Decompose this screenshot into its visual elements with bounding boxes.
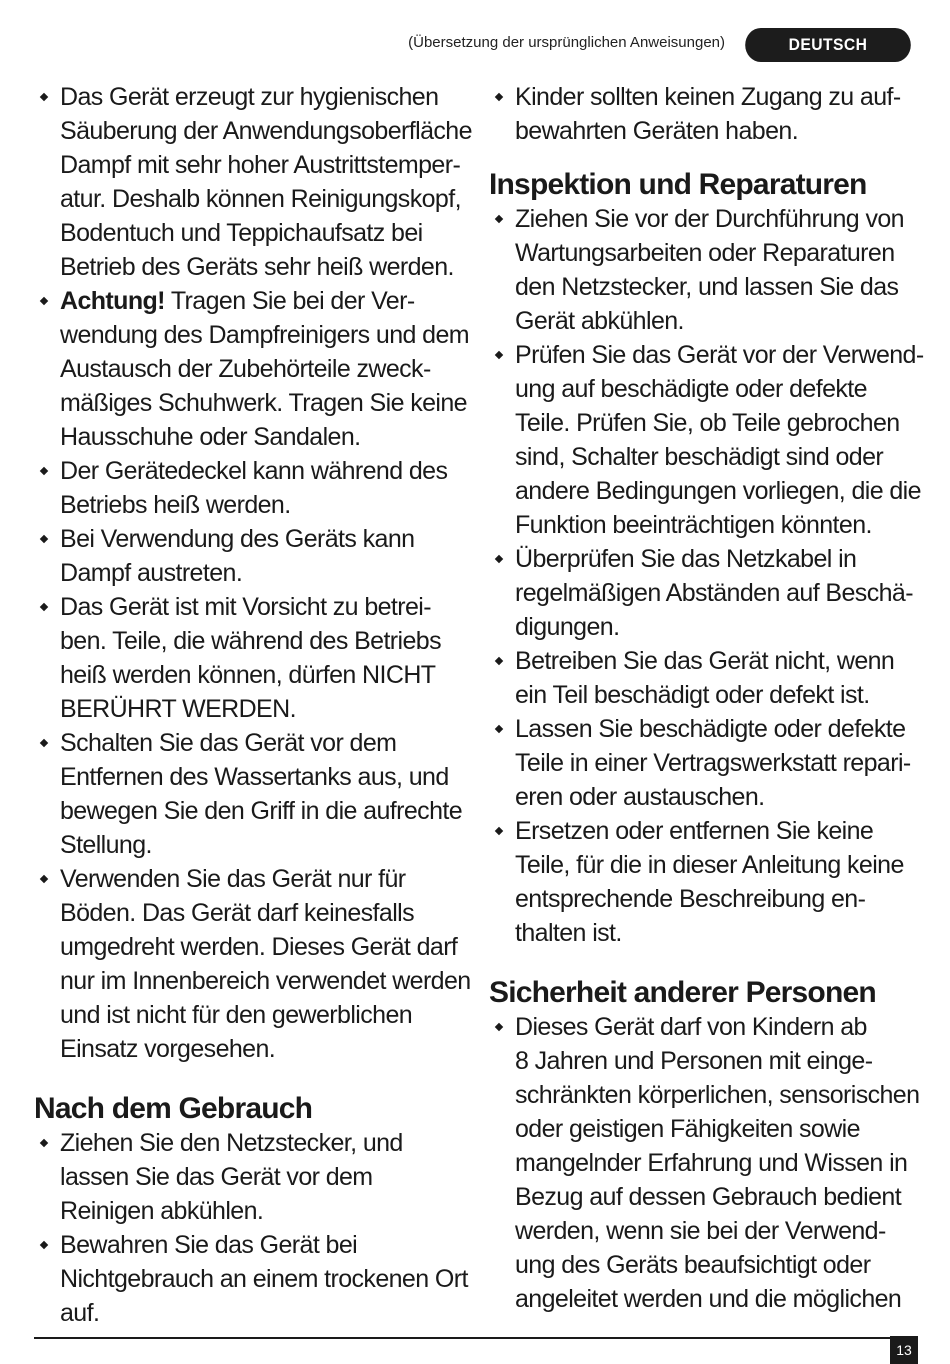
bullet-line	[60, 284, 474, 318]
bullet-line: heiß werden können, dürfen NICHT	[60, 661, 436, 689]
bullet-line: ben. Teile, die während des Betriebs	[60, 627, 441, 655]
bullet-line: eren oder austauschen.	[515, 783, 765, 811]
inspection-bullet-list	[489, 202, 929, 950]
diamond-bullet-icon	[40, 297, 49, 306]
section-heading-after-use: Nach dem Gebrauch	[34, 1092, 313, 1125]
bullet-line: Dampf mit sehr hoher Austrittstemper-	[60, 151, 461, 179]
bullet-line: bewahrten Geräten haben.	[515, 117, 799, 145]
diamond-bullet-icon	[40, 603, 49, 612]
diamond-bullet-icon	[40, 467, 49, 476]
bullet-line: Säuberung der Anwendungsoberfläche	[60, 117, 472, 145]
bullet-item	[489, 542, 929, 644]
section-heading-inspection: Inspektion und Reparaturen	[489, 168, 867, 201]
bullet-line: Stellung.	[60, 831, 152, 859]
bullet-line: thalten ist.	[515, 919, 622, 947]
bullet-item	[34, 726, 474, 862]
diamond-bullet-icon	[40, 1241, 49, 1250]
diamond-bullet-icon	[495, 657, 504, 666]
diamond-bullet-icon	[495, 725, 504, 734]
bullet-line: Einsatz vorgesehen.	[60, 1035, 276, 1063]
bullet-item	[34, 862, 474, 1066]
right-top-bullet-list	[489, 80, 929, 148]
diamond-bullet-icon	[40, 1139, 49, 1148]
bullet-line: Bezug auf dessen Gebrauch bedient	[515, 1183, 902, 1211]
bullet-line: ein Teil beschädigt oder defekt ist.	[515, 681, 870, 709]
others-safety-bullet-list	[489, 1010, 929, 1316]
bullet-line: entsprechende Beschreibung en-	[515, 885, 866, 913]
bullet-line: ung des Geräts beaufsichtigt oder	[515, 1251, 871, 1279]
bullet-item	[489, 80, 929, 148]
bullet-item	[489, 814, 929, 950]
bullet-line: angeleitet werden und die möglichen	[515, 1285, 902, 1313]
bullet-line: Betrieb des Geräts sehr heiß werden.	[60, 253, 454, 281]
diamond-bullet-icon	[495, 1023, 504, 1032]
left-column	[34, 80, 474, 1330]
bullet-line: andere Bedingungen vorliegen, die die	[515, 477, 921, 505]
bullet-line: bewegen Sie den Griff in die aufrechte	[60, 797, 463, 825]
bullet-line: lassen Sie das Gerät vor dem	[60, 1163, 373, 1191]
bullet-line: Teile in einer Vertragswerkstatt repari-	[515, 749, 911, 777]
bullet-line: Betreiben Sie das Gerät nicht, wenn	[515, 647, 895, 675]
bullet-line: Funktion beeinträchtigen könnten.	[515, 511, 872, 539]
bullet-line: BERÜHRT WERDEN.	[60, 695, 296, 723]
bullet-line-text: Tragen Sie bei der Ver-	[170, 287, 415, 315]
bullet-line: Ziehen Sie den Netzstecker, und	[60, 1129, 403, 1157]
bullet-line: oder geistigen Fähigkeiten sowie	[515, 1115, 860, 1143]
bullet-line: auf.	[60, 1299, 100, 1327]
bullet-line: sind, Schalter beschädigt sind oder	[515, 443, 884, 471]
footer-divider	[34, 1337, 918, 1339]
bullet-line: werden, wenn sie bei der Verwend-	[515, 1217, 886, 1245]
bullet-item	[34, 1228, 474, 1330]
bullet-line: Ersetzen oder entfernen Sie keine	[515, 817, 874, 845]
bullet-line: mangelnder Erfahrung und Wissen in	[515, 1149, 908, 1177]
bullet-line: 8 Jahren und Personen mit einge-	[515, 1047, 873, 1075]
bullet-line: Entfernen des Wassertanks aus, und	[60, 763, 449, 791]
bullet-item	[489, 202, 929, 338]
bullet-line: Dampf austreten.	[60, 559, 243, 587]
diamond-bullet-icon	[40, 875, 49, 884]
bullet-line: Überprüfen Sie das Netzkabel in	[515, 545, 857, 573]
bullet-line: digungen.	[515, 613, 620, 641]
bullet-line: Das Gerät ist mit Vorsicht zu betrei-	[60, 593, 431, 621]
bullet-line: wendung des Dampfreinigers und dem	[60, 321, 470, 349]
diamond-bullet-icon	[495, 93, 504, 102]
right-column	[489, 80, 929, 1316]
bullet-line: Das Gerät erzeugt zur hygienischen	[60, 83, 439, 111]
bullet-line: umgedreht werden. Dieses Gerät darf	[60, 933, 458, 961]
bullet-line: Kinder sollten keinen Zugang zu auf-	[515, 83, 901, 111]
bullet-line: Hausschuhe oder Sandalen.	[60, 423, 361, 451]
bullet-item	[34, 80, 474, 284]
bullet-line: Prüfen Sie das Gerät vor der Verwend-	[515, 341, 924, 369]
bullet-item	[34, 1126, 474, 1228]
bullet-item	[489, 712, 929, 814]
bullet-line: atur. Deshalb können Reinigungskopf,	[60, 185, 461, 213]
bullet-item	[489, 644, 929, 712]
section-heading-others-safety: Sicherheit anderer Personen	[489, 976, 876, 1009]
bullet-line: Bewahren Sie das Gerät bei	[60, 1231, 358, 1259]
bullet-item	[34, 284, 474, 454]
bullet-line: ung auf beschädigte oder defekte	[515, 375, 867, 403]
bullet-item	[34, 590, 474, 726]
diamond-bullet-icon	[495, 827, 504, 836]
bullet-line: Schalten Sie das Gerät vor dem	[60, 729, 397, 757]
bullet-line: Betriebs heiß werden.	[60, 491, 291, 519]
bullet-line: den Netzstecker, und lassen Sie das	[515, 273, 899, 301]
bullet-line: Gerät abkühlen.	[515, 307, 684, 335]
diamond-bullet-icon	[495, 555, 504, 564]
language-badge: DEUTSCH	[745, 28, 911, 62]
bullet-item	[34, 522, 474, 590]
bullet-line: Nichtgebrauch an einem trockenen Ort	[60, 1265, 468, 1293]
bullet-line: schränkten körperlichen, sensorischen	[515, 1081, 920, 1109]
diamond-bullet-icon	[495, 351, 504, 360]
bullet-line: Verwenden Sie das Gerät nur für	[60, 865, 406, 893]
diamond-bullet-icon	[40, 93, 49, 102]
bullet-line: regelmäßigen Abständen auf Beschä-	[515, 579, 913, 607]
bullet-line: Wartungsarbeiten oder Reparaturen	[515, 239, 895, 267]
translation-note: (Übersetzung der ursprünglichen Anweisungen)	[408, 34, 725, 51]
warning-label: Achtung!	[60, 287, 165, 315]
bullet-item	[489, 1010, 929, 1316]
bullet-line: mäßiges Schuhwerk. Tragen Sie keine	[60, 389, 467, 417]
diamond-bullet-icon	[40, 739, 49, 748]
bullet-line: Teile. Prüfen Sie, ob Teile gebrochen	[515, 409, 900, 437]
bullet-line: Ziehen Sie vor der Durchführung von	[515, 205, 904, 233]
bullet-line: nur im Innenbereich verwendet werden	[60, 967, 471, 995]
bullet-line: Teile, für die in dieser Anleitung keine	[515, 851, 904, 879]
bullet-line: Reinigen abkühlen.	[60, 1197, 264, 1225]
bullet-item	[34, 454, 474, 522]
diamond-bullet-icon	[40, 535, 49, 544]
bullet-line: Austausch der Zubehörteile zweck-	[60, 355, 431, 383]
bullet-line: Böden. Das Gerät darf keinesfalls	[60, 899, 415, 927]
page-number: 13	[890, 1336, 918, 1364]
bullet-item	[489, 338, 929, 542]
left-bullet-list	[34, 80, 474, 1066]
bullet-line: Lassen Sie beschädigte oder defekte	[515, 715, 906, 743]
after-use-bullet-list	[34, 1126, 474, 1330]
bullet-line: Bei Verwendung des Geräts kann	[60, 525, 415, 553]
bullet-line: und ist nicht für den gewerblichen	[60, 1001, 413, 1029]
bullet-line: Der Gerätedeckel kann während des	[60, 457, 448, 485]
bullet-line: Dieses Gerät darf von Kindern ab	[515, 1013, 867, 1041]
diamond-bullet-icon	[495, 215, 504, 224]
bullet-line: Bodentuch und Teppichaufsatz bei	[60, 219, 423, 247]
